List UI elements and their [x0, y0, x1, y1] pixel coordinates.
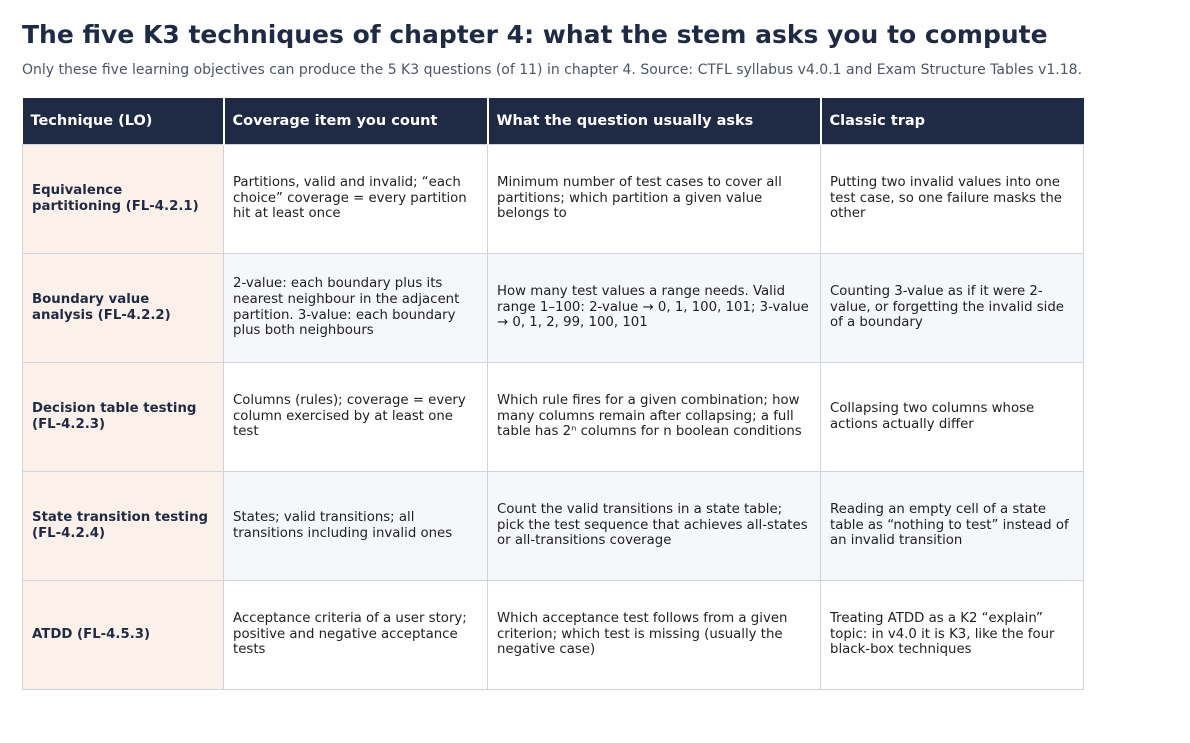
technique-cell: State transition testing (FL-4.2.4) — [23, 471, 224, 580]
table-row — [23, 253, 1084, 362]
table-body — [23, 144, 1084, 689]
table-row — [23, 471, 1084, 580]
technique-cell: Equivalence partitioning (FL-4.2.1) — [23, 144, 224, 253]
asks-cell: How many test values a range needs. Valid range 1–100: 2-value → 0, 1, 100, 101; 3-value → 0, 1, 2, 99, 100, 101 — [488, 253, 821, 362]
asks-cell: Which acceptance test follows from a given criterion; which test is missing (usually the negative case) — [488, 580, 821, 689]
techniques-table — [22, 98, 1084, 690]
header-question-asks: What the question usually asks — [488, 98, 821, 144]
trap-cell: Treating ATDD as a K2 “explain” topic: in v4.0 it is K3, like the four black-box techniques — [821, 580, 1084, 689]
table-header — [23, 98, 1084, 144]
table-row — [23, 362, 1084, 471]
page-title: The five K3 techniques of chapter 4: what the stem asks you to compute — [22, 20, 1048, 49]
table-row — [23, 144, 1084, 253]
technique-cell: Boundary value analysis (FL-4.2.2) — [23, 253, 224, 362]
header-technique: Technique (LO) — [23, 98, 224, 144]
technique-cell: Decision table testing (FL-4.2.3) — [23, 362, 224, 471]
page-subtitle: Only these five learning objectives can produce the 5 K3 questions (of 11) in chapter 4. Source: CTFL syllabus v4.0.1 and Exam Structure Tables v1.18. — [22, 62, 1083, 78]
header-row — [23, 98, 1084, 144]
coverage-cell: Partitions, valid and invalid; “each choice” coverage = every partition hit at least once — [224, 144, 488, 253]
technique-cell: ATDD (FL-4.5.3) — [23, 580, 224, 689]
trap-cell: Putting two invalid values into one test case, so one failure masks the other — [821, 144, 1084, 253]
trap-cell: Reading an empty cell of a state table as “nothing to test” instead of an invalid transition — [821, 471, 1084, 580]
header-coverage-item: Coverage item you count — [224, 98, 488, 144]
asks-cell: Which rule fires for a given combination; how many columns remain after collapsing; a full table has 2ⁿ columns for n boolean conditions — [488, 362, 821, 471]
asks-cell: Count the valid transitions in a state table; pick the test sequence that achieves all-states or all-transitions coverage — [488, 471, 821, 580]
trap-cell: Collapsing two columns whose actions actually differ — [821, 362, 1084, 471]
table-row — [23, 580, 1084, 689]
coverage-cell: States; valid transitions; all transitions including invalid ones — [224, 471, 488, 580]
header-classic-trap: Classic trap — [821, 98, 1084, 144]
coverage-cell: 2-value: each boundary plus its nearest neighbour in the adjacent partition. 3-value: each boundary plus both neighbours — [224, 253, 488, 362]
trap-cell: Counting 3-value as if it were 2-value, or forgetting the invalid side of a boundary — [821, 253, 1084, 362]
asks-cell: Minimum number of test cases to cover all partitions; which partition a given value belongs to — [488, 144, 821, 253]
coverage-cell: Columns (rules); coverage = every column exercised by at least one test — [224, 362, 488, 471]
coverage-cell: Acceptance criteria of a user story; positive and negative acceptance tests — [224, 580, 488, 689]
